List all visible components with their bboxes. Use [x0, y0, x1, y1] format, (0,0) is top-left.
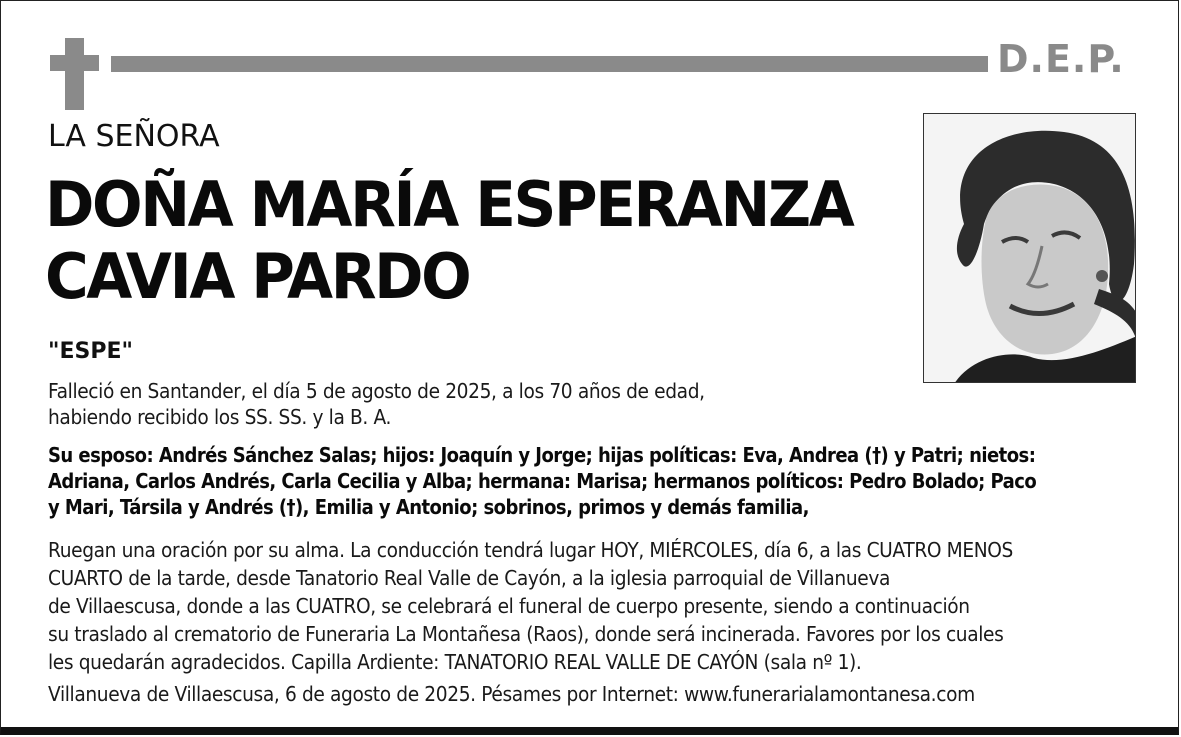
service-line-2: CUARTO de la tarde, desde Tanatorio Real Valle de Cayón, a la iglesia parroquial de Villanueva: [48, 566, 890, 590]
death-line-2: habiendo recibido los SS. SS. y la B. A.: [48, 405, 392, 429]
name-line-1: DOÑA MARÍA ESPERANZA: [45, 168, 853, 241]
honorific: LA SEÑORA: [48, 119, 220, 154]
name-line-2: CAVIA PARDO: [45, 240, 470, 313]
deceased-name: [45, 169, 871, 313]
family-line-2: Adriana, Carlos Andrés, Carla Cecilia y Alba; hermana: Marisa; hermanos políticos: Pedro Bolado; Paco: [48, 469, 1037, 493]
cross-icon: [50, 38, 99, 110]
family-line-1: Su esposo: Andrés Sánchez Salas; hijos: Joaquín y Jorge; hijas políticas: Eva, Andrea (†) y Patri; nietos:: [48, 443, 1036, 467]
footer-paragraph: [48, 681, 1062, 707]
dep-label: D.E.P.: [997, 37, 1125, 81]
service-paragraph: [48, 536, 1062, 676]
service-line-1: Ruegan una oración por su alma. La conducción tendrá lugar HOY, MIÉRCOLES, día 6, a las CUATRO MENOS: [48, 538, 1013, 562]
service-line-5: les quedarán agradecidos. Capilla Ardiente: TANATORIO REAL VALLE DE CAYÓN (sala nº 1).: [48, 650, 862, 674]
portrait-photo-icon: [924, 114, 1136, 383]
service-line-4: su traslado al crematorio de Funeraria La Montañesa (Raos), donde será incinerada. Favores por los cuales: [48, 622, 1004, 646]
family-line-3: y Mari, Társila y Andrés (†), Emilia y Antonio; sobrinos, primos y demás familia,: [48, 495, 809, 519]
header-rule: [111, 56, 988, 72]
portrait-photo: [923, 113, 1136, 383]
family-paragraph: [48, 442, 1037, 520]
service-line-3: de Villaescusa, donde a las CUATRO, se celebrará el funeral de cuerpo presente, siendo a continuación: [48, 594, 970, 618]
death-paragraph: [48, 378, 1062, 430]
death-line-1: Falleció en Santander, el día 5 de agosto de 2025, a los 70 años de edad,: [48, 379, 705, 403]
nickname: "ESPE": [48, 339, 133, 364]
footer-line: Villanueva de Villaescusa, 6 de agosto de 2025. Pésames por Internet: www.funerarialamontanesa.com: [48, 682, 975, 706]
